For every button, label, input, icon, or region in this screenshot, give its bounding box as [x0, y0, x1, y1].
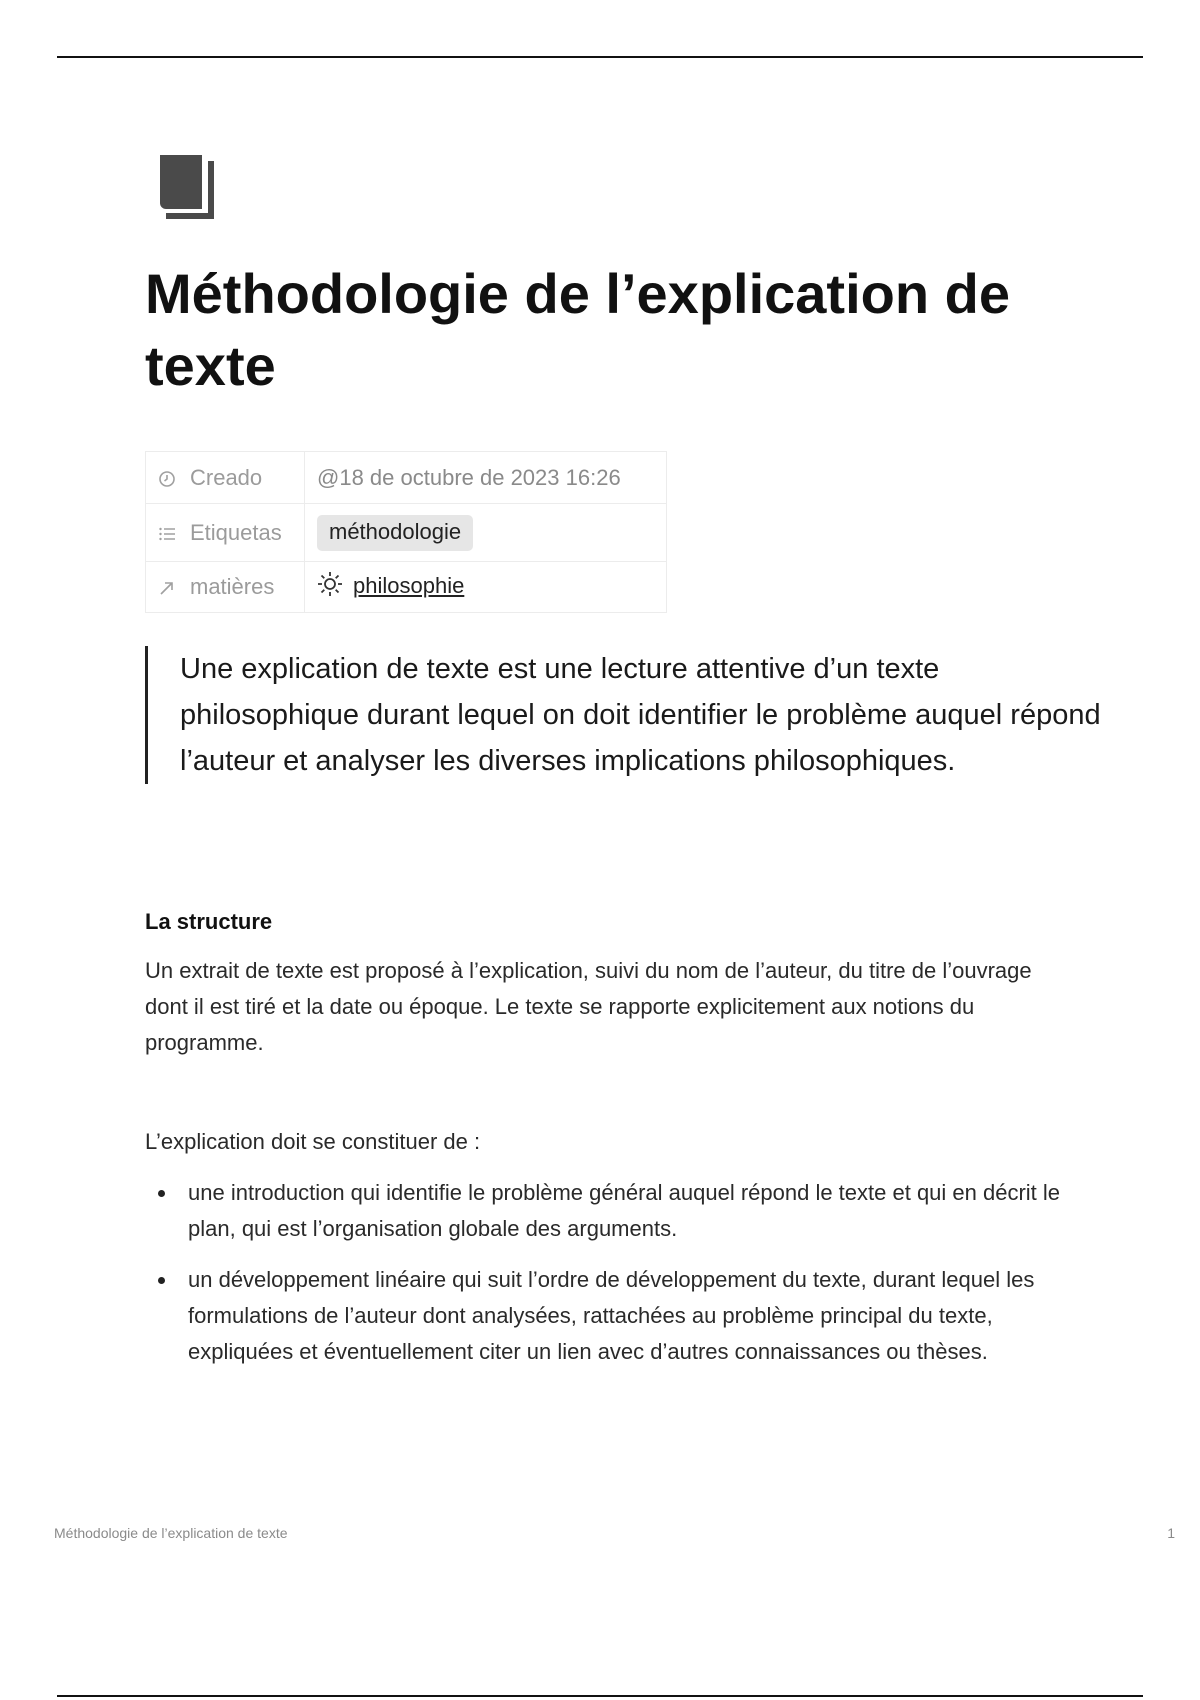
bullet-icon — [158, 1190, 165, 1197]
clock-icon — [158, 470, 178, 488]
list-icon — [158, 525, 178, 543]
property-key-label: Etiquetas — [190, 519, 282, 545]
page-copy-icon — [158, 155, 222, 225]
paragraph: Un extrait de texte est proposé à l’explication, suivi du nom de l’auteur, du titre de l’ouvrage dont il est tiré et la date ou époque. Le texte se rapporte explicitement aux notions du programme. — [145, 958, 1032, 1055]
footer-page-number: 1 — [1167, 1525, 1175, 1541]
section-heading: La structure — [145, 909, 273, 934]
callout-quote: Une explication de texte est une lecture attentive d’un texte philosophique durant lequel on doit identifier le problème auquel répond l’auteur et analyser les diverses implications philosophiques. — [145, 646, 1110, 784]
paragraph: L’explication doit se constituer de : — [145, 1129, 481, 1154]
list-item-text: une introduction qui identifie le problème général auquel répond le texte et qui en décrit le plan, qui est l’organisation globale des arguments. — [188, 1180, 1061, 1241]
list-item — [145, 1262, 1085, 1370]
property-key-label: Creado — [190, 464, 263, 490]
list-item — [145, 1175, 1085, 1247]
bottom-rule — [57, 1695, 1143, 1697]
property-key-created — [146, 452, 305, 504]
property-row-subjects — [146, 562, 667, 613]
list-item-text: un développement linéaire qui suit l’ordre de développement du texte, durant lequel les formulations de l’auteur dont analysées, rattachées au problème principal du texte, expliquées et éventuellement citer un lien avec d’autres connaissances ou thèses. — [188, 1267, 1035, 1364]
property-key-label: matières — [190, 574, 275, 599]
bullet-icon — [158, 1277, 165, 1284]
property-value-subjects — [305, 562, 667, 613]
footer-title: Méthodologie de l’explication de texte — [54, 1525, 288, 1541]
relation-link-philosophie[interactable]: philosophie — [353, 572, 465, 598]
sun-icon — [317, 571, 343, 603]
top-rule — [57, 56, 1143, 58]
bullet-list — [145, 1175, 1085, 1385]
tag-chip[interactable]: méthodologie — [317, 515, 473, 551]
arrow-relation-icon — [158, 579, 178, 597]
page-title: Méthodologie de l’explication de texte — [145, 262, 1010, 397]
property-key-tags — [146, 504, 305, 562]
properties-table — [145, 451, 667, 613]
property-row-tags — [146, 504, 667, 562]
property-row-created — [146, 452, 667, 504]
property-value-created: @18 de octubre de 2023 16:26 — [305, 452, 667, 504]
property-value-tags — [305, 504, 667, 562]
property-key-subjects — [146, 562, 305, 613]
